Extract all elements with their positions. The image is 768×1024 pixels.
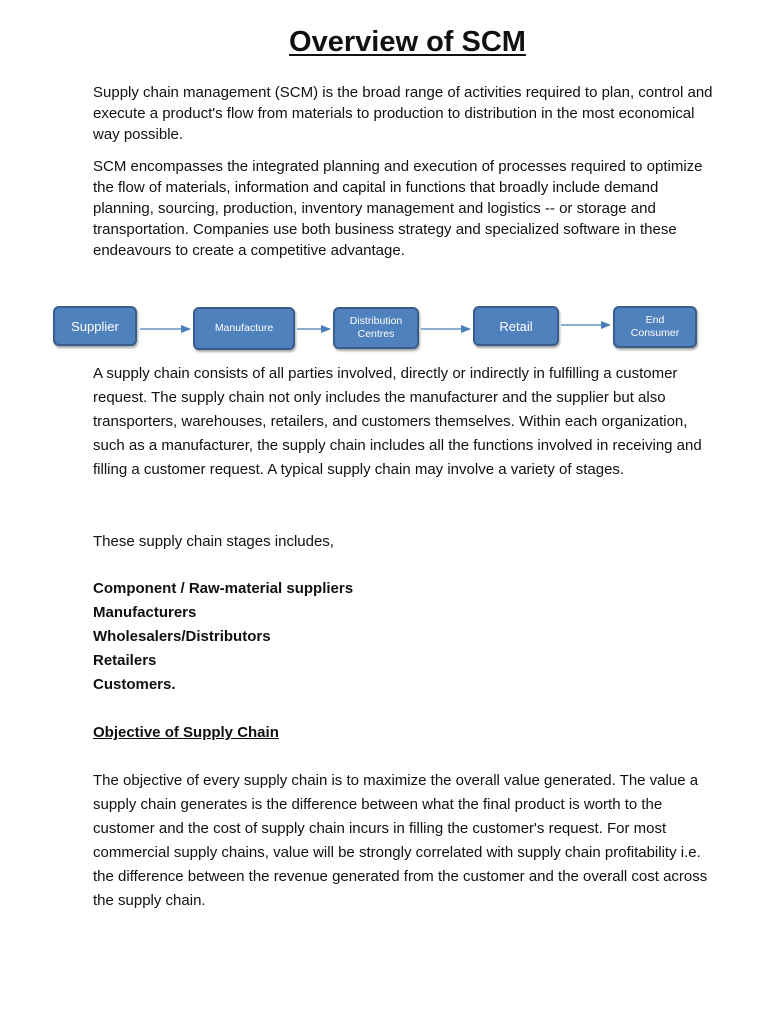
- flow-box-retail-label: Retail: [499, 318, 533, 334]
- flow-box-manufacture-label: Manufacture: [214, 322, 274, 334]
- stage-item: Component / Raw-material suppliers: [93, 580, 354, 597]
- intro-paragraph-1: Supply chain management (SCM) is the broad range of activities required to plan, control and execute a product's flow from materials to production to distribution in the most economical way possible.: [93, 84, 713, 143]
- stage-item: Retailers: [93, 652, 157, 669]
- supply-chain-paragraph: A supply chain consists of all parties involved, directly or indirectly in fulfilling a customer request. The supply chain not only includes the manufacturer and the supplier but also transporters, warehouses, retailers, and customers themselves. Within each organization, such as a manufacturer, the supply chain includes all the functions involved in receiving and filling a customer request. A typical supply chain may involve a variety of stages.: [93, 365, 702, 478]
- flow-box-retail: [473, 306, 559, 346]
- page-title: Overview of SCM: [289, 26, 526, 58]
- flow-box-end-consumer-label-line2: Consumer: [630, 327, 680, 339]
- stage-item: Customers.: [93, 676, 176, 693]
- stage-item: Wholesalers/Distributors: [93, 628, 271, 645]
- objective-paragraph: The objective of every supply chain is to maximize the overall value generated. The value a supply chain generates is the difference between what the final product is worth to the customer and the cost of supply chain incurs in filling the customer's request. For most commercial supply chains, value will be strongly correlated with supply chain profitability i.e. the difference between the revenue generated from the customer and the overall cost across the supply chain.: [93, 772, 708, 909]
- stages-list: [93, 577, 353, 697]
- flow-box-distribution-label-line2: Centres: [357, 328, 395, 340]
- stage-item: Manufacturers: [93, 604, 197, 621]
- flow-box-distribution-label-line1: Distribution: [349, 315, 403, 327]
- flow-box-supplier-label: Supplier: [71, 318, 119, 334]
- stages-intro: These supply chain stages includes,: [93, 533, 334, 550]
- supply-chain-flow-diagram: [0, 300, 768, 360]
- intro-paragraph-2: SCM encompasses the integrated planning and execution of processes required to optimize the flow of materials, information and capital in functions that broadly include demand planning, sourcing, production, inventory management and logistics -- or storage and transportation. Companies use both business strategy and specialized software in these endeavours to create a competitive advantage.: [93, 158, 703, 259]
- objective-heading: Objective of Supply Chain: [93, 724, 279, 741]
- flow-box-manufacture: [193, 307, 295, 350]
- flow-box-supplier: [53, 306, 137, 346]
- flow-box-end-consumer-label-line1: End: [645, 314, 665, 326]
- flow-box-distribution-centres: [333, 307, 419, 349]
- flow-box-end-consumer: [613, 306, 697, 348]
